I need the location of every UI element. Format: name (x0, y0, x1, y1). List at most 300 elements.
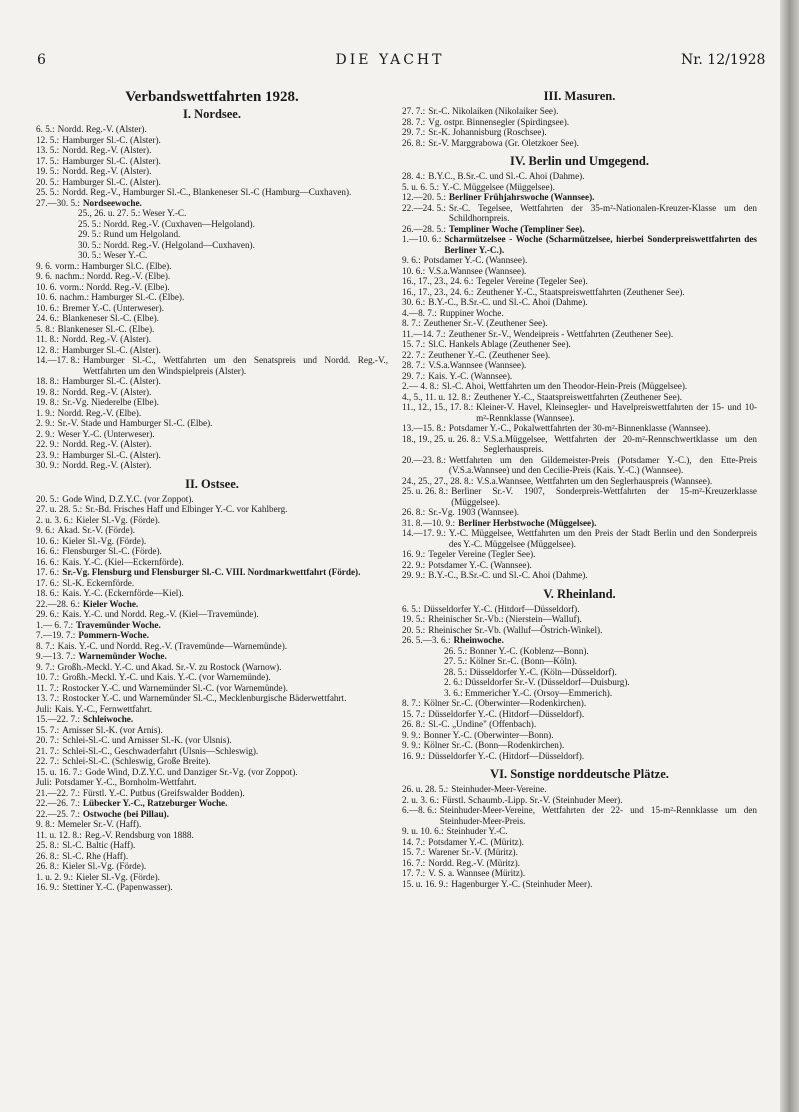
entry-text: Sr.-Vg. Flensburg und Flensburger Sl.-C. VIII. Nordmarkwettfahrt (Förde). (62, 567, 361, 577)
regatta-entry (402, 614, 757, 625)
entry-text: Hamburger Sl.-C., Wettfahrten um den Senatspreis und Nordd. Reg.-V., Wettfahrten um den Windspielpreis (Alster). (82, 355, 388, 376)
entry-text: Potsdamer Y.-C. (Müritz). (428, 836, 524, 847)
section-gap (402, 889, 757, 894)
entry-text: Berliner Herbstwoche (Müggelsee). (458, 517, 597, 528)
entry-date: 6. 5.: (402, 603, 421, 614)
entry-date: 17. 7.: (402, 868, 426, 878)
entry-date: 21.—22. 7.: (36, 787, 80, 798)
page-edge-shadow (780, 0, 799, 1112)
entry-text: Reg.-V. Rendsburg von 1888. (84, 829, 194, 840)
page-header (0, 52, 780, 72)
regatta-entry (36, 767, 388, 778)
entry-date: 9. 8.: (36, 819, 55, 829)
regatta-entry (402, 192, 757, 203)
entry-date: 26.—28. 5.: (402, 223, 446, 234)
entry-text: Nordd. Reg.-V. (Alster). (61, 334, 152, 344)
regatta-entry (402, 858, 757, 869)
regatta-entry (402, 297, 757, 308)
regatta-entry (36, 525, 388, 536)
regatta-entry (36, 156, 388, 167)
regatta-entry (402, 339, 757, 350)
entry-text: 30. 5.: Weser Y.-C. (78, 250, 148, 260)
entry-date: 5. 8.: (36, 323, 55, 334)
entry-text: Rheinwoche. (453, 635, 504, 645)
entry-date: 31. 8.—10. 9.: (402, 517, 456, 528)
entry-text: Akad. Sr.-V. (Förde). (57, 525, 136, 535)
entry-date: 24. 6.: (36, 313, 60, 323)
entry-date: 20. 5.: (36, 493, 60, 504)
regatta-entry (36, 609, 388, 620)
entry-date: 16. 9.: (402, 549, 426, 559)
entry-text: Kais. Y.-C. (Kiel—Eckernförde). (62, 556, 184, 567)
entry-date: 14. 7.: (402, 836, 426, 847)
entry-text: Hamburger Sl.-C. (Alster). (62, 176, 161, 187)
regatta-entry (36, 851, 388, 862)
regatta-entry (36, 504, 388, 515)
entry-date: 9. 6.: (402, 255, 421, 265)
entry-text: Rheinischer Sr.-Vb.: (Nierstein—Walluf). (428, 614, 582, 624)
entry-date: 20. 5.: (402, 624, 426, 635)
entry-date: 29. 6.: (36, 609, 60, 619)
entry-text: Templiner Woche (Templiner See). (448, 223, 585, 234)
regatta-entry (36, 177, 388, 188)
entry-date: 9.—13. 7.: (36, 651, 76, 661)
entry-date: 13. 7.: (36, 693, 60, 703)
regatta-entry (402, 740, 757, 751)
regatta-entry (36, 557, 388, 568)
section-heading: V. Rheinland. (543, 586, 616, 601)
entry-text: Rostocker Y.-C. und Warnemünder Sl.-C., Mecklenburgische Bäderwettfahrt. (62, 693, 347, 703)
regatta-entry (36, 651, 388, 662)
entry-date: 22. 7.: (36, 756, 60, 766)
entry-date (402, 656, 444, 667)
regatta-entry (36, 376, 388, 387)
regatta-entry (402, 507, 757, 518)
entry-text: Nordd. Reg.-V. (Müritz). (428, 857, 520, 868)
regatta-entry (402, 784, 757, 795)
entry-date (36, 240, 78, 251)
regatta-entry (36, 788, 388, 799)
section-heading: IV. Berlin und Umgegend. (509, 154, 650, 168)
regatta-entry (36, 641, 388, 652)
regatta-entry (36, 672, 388, 683)
entry-text: Nordd. Reg.-V. (Alster). (62, 386, 152, 397)
entry-text: Vg. ostpr. Binnensegler (Spirdingsee). (428, 116, 570, 127)
entry-text: Bonner Y.-C. (Oberwinter—Bonn). (423, 729, 554, 740)
left-column (36, 88, 388, 898)
entry-text: Schlei-Sl.-C. (Schleswig, Große Breite). (62, 756, 211, 766)
entry-text: Y.-C. Müggelsee, Wettfahrten um den Preis der Stadt Berlin und den Sonderpreis des Y.-C. Müggelsee (Müggelsee). (448, 528, 757, 549)
entry-text: V.S.a.Wannsee (Wannsee). (428, 265, 527, 276)
entry-date: 11., 12., 15., 17. 8.: (402, 402, 474, 412)
regatta-entry (402, 106, 757, 117)
entry-date: 26. u. 28. 5.: (402, 784, 449, 794)
magazine-title: DIE YACHT (335, 52, 445, 68)
regatta-entry (36, 292, 388, 303)
entry-date: 26. 5.—3. 6.: (402, 635, 451, 645)
regatta-entry (36, 599, 388, 610)
entry-text: Kieler Sl.-Vg. (Förde). (62, 861, 147, 871)
entry-text: Fürstl. Y.-C. Putbus (Greifswalder Bodden). (82, 787, 245, 798)
entry-date: 1. 9.: (36, 407, 55, 418)
regatta-entry (36, 735, 388, 746)
regatta-entry (36, 630, 388, 641)
entry-date: 27. 7.: (402, 106, 426, 116)
entry-date: 28. 4.: (402, 171, 426, 181)
regatta-entry (36, 219, 388, 230)
entry-text: Ostwoche (bei Pillau). (82, 808, 169, 819)
entry-date: 9. 6. (36, 260, 53, 271)
regatta-entry (36, 704, 388, 715)
regatta-entry (402, 371, 757, 382)
entry-text: Rostocker Y.-C. und Warnemünder Sl.-C. (vor Warnemünde). (61, 682, 288, 693)
entry-text: Kieler Sl.-Vg. (Förde). (76, 871, 160, 882)
entry-date: 15.—22. 7.: (36, 714, 80, 724)
regatta-entry (402, 127, 757, 138)
entry-text: Potsdamer Y.-C. (Wannsee). (428, 559, 532, 570)
entry-text: Sr.-C. Tegelsee, Wettfahrten der 35-m²-Nationalen-Kreuzer-Klasse um den Schildhornpreis. (448, 202, 757, 223)
entry-date (402, 646, 444, 657)
entry-date: 4.—8. 7.: (402, 307, 437, 318)
entry-date: 16. 9.: (402, 750, 426, 761)
entry-text: Sr.-V. Marggrabowa (Gr. Oletzkoer See). (428, 137, 579, 148)
entry-date: 11.—14. 7.: (402, 328, 446, 339)
entry-date: 29. 7.: (402, 370, 426, 381)
entry-date (402, 677, 444, 688)
entry-text: Kais. Y.-C. und Nordd. Reg.-V. (Travemünde—Warnemünde). (57, 640, 288, 651)
entry-text: Sl.-K. Eckernförde. (62, 577, 135, 588)
regatta-entry (402, 318, 757, 329)
main-title: Verbandswettfahrten 1928. (125, 89, 299, 105)
entry-text: Sl.-C. Ahoi, Wettfahrten um den Theodor-Hein-Preis (Müggelsee). (442, 381, 688, 391)
regatta-entry (402, 392, 757, 403)
entry-date: 15. 7.: (36, 724, 60, 735)
regatta-entry (402, 266, 757, 277)
regatta-entry (36, 809, 388, 820)
entry-text: Sr.-C. Nikolaiken (Nikolaiker See). (428, 106, 559, 116)
entry-text: Hamburger Sl.-C. (Alster). (62, 449, 161, 460)
entry-date: 23. 9.: (36, 449, 60, 460)
regatta-entry (36, 861, 388, 872)
entry-text: V.S.a.Müggelsee, Wettfahrten der 20-m²-Rennschwertklasse um den Seglerhauspreis. (483, 433, 757, 454)
entry-date: 19. 8.: (36, 386, 60, 397)
entry-text: Kais. Y.-C., Fernwettfahrt. (54, 703, 153, 714)
entry-date: 26. 8.: (36, 861, 60, 871)
regatta-entry (36, 515, 388, 526)
entry-text: Gode Wind, D.Z.Y.C. und Danziger Sr.-Vg. (vor Zoppot). (85, 766, 298, 777)
entry-text: Nordd. Reg.-V. (Elbe). (57, 407, 142, 418)
regatta-entry (402, 255, 757, 266)
entry-text: Steinhuder-Meer-Vereine, Wettfahrten der 22- und 15-m²-Rennklasse um den Steinhuder-Meer-Preis. (439, 805, 757, 826)
entry-text: Steinhuder-Meer-Vereine. (451, 784, 547, 794)
entry-date: 26. 8.: (402, 507, 426, 517)
entry-date: 24., 25., 27., 28. 8.: (402, 475, 474, 486)
entry-date: 15. 7.: (402, 847, 426, 857)
entry-text: Stettiner Y.-C. (Papenwasser). (62, 882, 173, 892)
regatta-entry (36, 756, 388, 767)
entry-text: Kieler Sl.-Vg. (Förde). (76, 514, 160, 525)
entry-date: 16. 6.: (36, 556, 60, 567)
entry-date: 2. u. 3. 6.: (36, 514, 74, 525)
regatta-entry (402, 635, 757, 646)
entry-text: V. S. a. Wannsee (Müritz). (428, 868, 526, 878)
regatta-entry (402, 751, 757, 762)
entry-text: Scharmützelsee - Woche (Scharmützelsee, hierbei Sonderpreiswettfahrten des Berliner Y.-C.). (444, 234, 757, 255)
regatta-entry (36, 355, 388, 376)
entry-date: 27.—30. 5.: (36, 197, 80, 208)
entry-date: 21. 7.: (36, 745, 60, 756)
entry-date: 20.—23. 8.: (402, 454, 446, 465)
entry-text: Steinhuder Y.-C. (446, 826, 508, 836)
regatta-entry (402, 837, 757, 848)
entry-text: Potsdamer Y.-C. (Wannsee). (423, 255, 528, 265)
entry-date: 16. 6.: (36, 546, 60, 556)
entry-text: Hamburger Sl.-C. (Alster). (62, 376, 161, 386)
entry-text: Sl.-C. Baltic (Haff). (62, 840, 136, 850)
entry-text: Bremer Y.-C. (Unterweser). (62, 302, 165, 313)
entry-date: 9. 6.: (36, 525, 55, 535)
entry-text: B.Y.-C., B.Sr.-C. und Sl.-C. Ahoi (Dahme). (428, 297, 588, 307)
entry-text: Sr.-Vg. 1903 (Wannsee). (428, 507, 520, 517)
entry-text: Sr.-Vg. Niederelbe (Elbe). (62, 397, 159, 407)
regatta-entry (36, 567, 388, 578)
entry-text: Zeuthener Sr.-V., Wendeipreis - Wettfahrten (Zeuthener See). (448, 328, 674, 339)
entry-date: 2.— 4. 8.: (402, 381, 440, 391)
entry-text: Ruppiner Woche. (439, 307, 504, 318)
entry-text: Nordd. Reg.-V. (Alster). (62, 145, 152, 155)
issue-number: Nr. 12/1928 (681, 52, 766, 68)
section-heading: VI. Sonstige norddeutsche Plätze. (490, 767, 669, 781)
entry-date: 16. 9.: (36, 882, 60, 892)
entry-text: Zeuthener Y.-C. (Zeuthener See). (428, 349, 551, 360)
entry-text: Kais. Y.-C. (Eckernförde—Kiel). (62, 588, 184, 598)
entry-date: 28. 7.: (402, 116, 426, 127)
entry-text: Gode Wind, D.Z.Y.C. (vor Zoppot). (62, 493, 194, 504)
regatta-entry (36, 714, 388, 725)
regatta-entry (402, 182, 757, 193)
regatta-entry (36, 450, 388, 461)
regatta-entry (36, 334, 388, 345)
regatta-entry (36, 662, 388, 673)
regatta-entry (36, 187, 388, 198)
regatta-entry (402, 826, 757, 837)
entry-date: 22.—26. 7.: (36, 798, 80, 808)
regatta-entry (36, 313, 388, 324)
regatta-entry (402, 560, 757, 571)
regatta-entry (402, 646, 757, 657)
regatta-entry (402, 203, 757, 224)
regatta-entry (402, 795, 757, 806)
regatta-entry (402, 360, 757, 371)
entry-date: 22.—25. 7.: (36, 808, 80, 819)
entry-date: 25. 8.: (36, 840, 60, 850)
regatta-entry (36, 588, 388, 599)
entry-date: 15. u. 16. 7.: (36, 766, 83, 777)
entry-text: nachm.: Nordd. Reg.-V. (Elbe). (55, 271, 171, 281)
entry-date: 2. 9.: (36, 428, 55, 439)
entry-text: Kieler Sl.-Vg. (Förde). (62, 535, 147, 546)
entry-text: Memeler Sr.-V. (Haff). (57, 819, 142, 829)
regatta-entry (402, 604, 757, 615)
entry-date: 1.— 6. 7.: (36, 619, 74, 630)
entry-date: 14.—17. 9.: (402, 528, 446, 538)
regatta-entry (402, 570, 757, 581)
entry-text: 3. 6.: Emmericher Y.-C. (Orsoy—Emmerich). (444, 687, 613, 698)
entry-text: Warnemünder Woche. (78, 651, 167, 661)
regatta-entry (402, 402, 757, 423)
regatta-entry (402, 518, 757, 529)
entry-text: Berliner Frühjahrswoche (Wannsee). (448, 192, 595, 202)
regatta-entry (36, 387, 388, 398)
entry-date: 5. u. 6. 5.: (402, 181, 440, 192)
entry-text: Kais. Y.-C. (Wannsee). (428, 370, 513, 381)
regatta-entry (402, 423, 757, 434)
entry-date: 7.—19. 7.: (36, 630, 76, 640)
regatta-entry (402, 455, 757, 476)
entry-text: Zeuthener Sr.-V. (Zeuthener See). (423, 318, 548, 328)
regatta-entry (402, 805, 757, 826)
regatta-entry (36, 830, 388, 841)
entry-date: 10. 6. (36, 292, 57, 302)
regatta-entry (402, 234, 757, 255)
regatta-entry (402, 350, 757, 361)
entry-text: 28. 5.: Düsseldorfer Y.-C. (Köln—Düsseldorf). (444, 666, 617, 677)
entry-date: 9. u. 10. 6.: (402, 826, 444, 836)
entry-date: 9. 9.: (402, 729, 421, 740)
entry-date: 17. 6.: (36, 567, 60, 577)
entry-date (36, 219, 78, 230)
section-heading: II. Ostsee. (185, 476, 239, 491)
entry-text: Zeuthener Y.-C., Staatspreiswettfahrten (Zeuthener See). (473, 391, 682, 402)
regatta-entry (36, 397, 388, 408)
entry-text: Wettfahrten um den Gildemeister-Preis (Potsdamer Y.-C.), den Ette-Preis (V.S.a.Wannsee) und den Cecilie-Preis (Kais. Y.-C.) (Wannsee). (448, 454, 757, 475)
entry-text: Hamburger Sl.-C. (Alster). (62, 155, 161, 166)
entry-text: Blankeneser Sl.-C. (Elbe). (62, 313, 159, 323)
entry-text: 27. 5.: Kölner Sr.-C. (Bonn—Köln). (444, 656, 577, 666)
entry-text: Nordd. Reg.-V. (Alster). (62, 460, 152, 470)
entry-text: Nordd. Reg.-V., Hamburger Sl.-C., Blankeneser Sl.-C (Hamburg—Cuxhaven). (62, 187, 352, 197)
entry-date: 25. u. 26. 8.: (402, 486, 449, 496)
regatta-entry (36, 429, 388, 440)
entry-text: Tegeler Vereine (Tegler See). (428, 549, 536, 559)
regatta-entry (36, 303, 388, 314)
entry-date: 16. 7.: (402, 857, 426, 868)
entry-date: 27. u. 28. 5.: (36, 504, 83, 514)
entry-date (402, 688, 444, 699)
entry-date: 18. 6.: (36, 588, 60, 598)
regatta-entry (402, 677, 757, 688)
entry-date: 25. 5.: (36, 187, 60, 197)
entry-date: 9. 6. (36, 271, 53, 281)
entry-text: Warener Sr.-V. (Müritz). (428, 847, 518, 857)
entry-text: Sl.C. Hankels Ablage (Zeuthener See). (428, 339, 571, 349)
entry-date: 28. 7.: (402, 360, 426, 370)
regatta-entry (402, 308, 757, 319)
entry-date: 11. u. 12. 8.: (36, 829, 82, 840)
entry-text: Y.-C. Müggelsee (Müggelsee). (442, 181, 555, 192)
entry-text: Kieler Woche. (82, 598, 139, 609)
regatta-entry (402, 688, 757, 699)
entry-date: 29. 7.: (402, 127, 426, 137)
entry-text: Arnisser Sl.-K. (vor Arnis). (62, 724, 163, 735)
entry-text: Düsseldorfer Y.-C. (Hitdorf—Düsseldorf). (428, 750, 585, 761)
entry-text: Nordd. Reg.-V. (Alster). (57, 124, 147, 134)
regatta-entry (36, 271, 388, 282)
regatta-entry (36, 536, 388, 547)
regatta-entry (402, 656, 757, 667)
entry-date: 6.—8. 6.: (402, 805, 437, 815)
section-heading: I. Nordsee. (183, 107, 241, 121)
regatta-entry (36, 746, 388, 757)
regatta-entry (402, 625, 757, 636)
entry-text: Sr.-K. Johannisburg (Roschsee). (428, 127, 547, 137)
regatta-entry (36, 418, 388, 429)
entry-date: 10. 6.: (402, 265, 426, 276)
section-gap (36, 893, 388, 898)
entry-text: Kölner Sr.-C. (Bonn—Rodenkirchen). (423, 740, 565, 750)
entry-text: Berliner Sr.-V. 1907, Sonderpreis-Wettfahrten der 15-m²-Kreuzerklasse (Müggelsee). (451, 486, 757, 507)
regatta-entry (402, 667, 757, 678)
entry-text: 25., 26. u. 27. 5.: Weser Y.-C. (78, 208, 187, 218)
regatta-entry (36, 578, 388, 589)
entry-text: Hamburger Sl.-C. (Alster). (62, 134, 161, 145)
regatta-entry (36, 546, 388, 557)
regatta-entry (402, 287, 757, 298)
entry-date: 19. 5.: (36, 166, 60, 176)
entry-date: Juli: (36, 703, 52, 714)
regatta-entry (36, 872, 388, 883)
entry-date: 8. 7.: (402, 698, 421, 708)
regatta-entry (36, 282, 388, 293)
entry-date: 8. 7.: (402, 318, 421, 328)
entry-text: Pommern-Woche. (78, 630, 149, 640)
regatta-entry (36, 777, 388, 788)
entry-text: Kölner Sr.-C. (Oberwinter—Rodenkirchen). (423, 698, 587, 708)
entry-date: 22. 7.: (402, 349, 426, 360)
entry-text: Schlei-Sl.-C. und Arnisser Sl.-K. (vor Ulsnis). (62, 735, 232, 745)
entry-text: Schleiwoche. (82, 714, 134, 724)
entry-text: Kleiner-V. Havel, Kleinsegler- und Havelpreiswettfahrten der 15- und 10-m²-Rennklasse (Wannsee). (476, 402, 757, 423)
regatta-entry (402, 117, 757, 128)
entry-text: 2. 6.: Düsseldorfer Sr.-V. (Düsseldorf—Duisburg). (444, 677, 630, 687)
entry-date: 29. 9.: (402, 570, 426, 580)
regatta-entry (36, 240, 388, 251)
entry-date: 19. 5.: (402, 614, 426, 624)
entry-date: 15. u. 16. 9.: (402, 878, 449, 889)
regatta-entry (402, 709, 757, 720)
regatta-entry (402, 276, 757, 287)
section-heading: III. Masuren. (543, 89, 616, 103)
entry-text: B.Y.C., B.Sr.-C. und Sl.-C. Ahoi (Dahme). (428, 171, 585, 181)
entry-date: 12. 5.: (36, 134, 60, 145)
entry-text: Zeuthener Y.-C., Staatspreiswettfahrten (Zeuthener See). (476, 286, 685, 297)
entry-date: 19. 8.: (36, 397, 60, 407)
regatta-entry (36, 840, 388, 851)
entry-date: 9. 7.: (36, 661, 55, 672)
entry-text: Potsdamer Y.-C., Pokalwettfahrten der 30-m²-Binnenklasse (Wannsee). (448, 423, 711, 433)
regatta-entry (402, 476, 757, 487)
entry-text: B.Y.-C., B.Sr.-C. und Sl.-C. Ahoi (Dahme). (428, 570, 588, 580)
entry-text: Sl.-C. Rhe (Haff). (62, 850, 129, 861)
entry-text: V.S.a.Wannsee (Wannsee). (428, 360, 527, 370)
entry-date: 10. 6.: (36, 535, 60, 546)
entry-date: 10. 7.: (36, 672, 60, 682)
page-number: 6 (37, 52, 46, 68)
entry-date: 10. 6.: (36, 302, 60, 313)
entry-text: Lübecker Y.-C., Ratzeburger Woche. (82, 798, 228, 808)
entry-date: 13. 5.: (36, 145, 60, 155)
entry-date: 22.—24. 5.: (402, 202, 446, 213)
